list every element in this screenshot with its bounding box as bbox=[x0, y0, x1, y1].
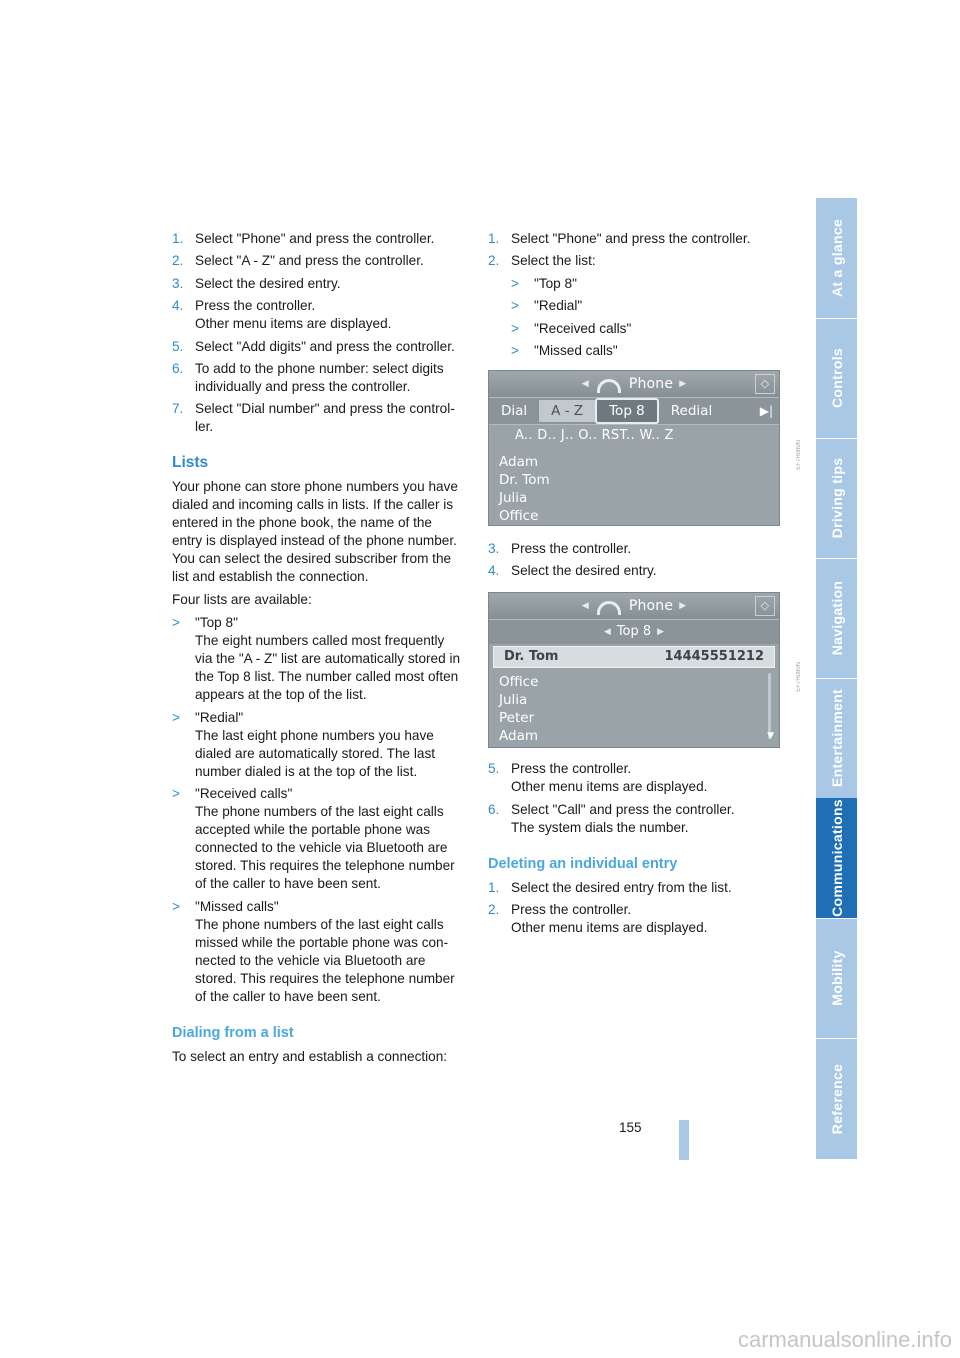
step-2: 2. Select the list: bbox=[488, 253, 596, 269]
list-item[interactable]: Peter bbox=[499, 710, 535, 727]
step-3: 3. Press the controller. bbox=[488, 540, 632, 556]
list-item[interactable]: Julia bbox=[499, 692, 528, 709]
right-arrow-icon[interactable]: ▶ bbox=[679, 378, 687, 389]
sidebar-item-driving-tips[interactable]: Driving tips bbox=[816, 438, 857, 559]
list-option: > "Redial" bbox=[511, 298, 583, 314]
list-item[interactable]: Office bbox=[499, 507, 539, 524]
page-marker bbox=[679, 1120, 689, 1160]
list-item: > "Top 8" The eight numbers called most frequently via the "A - Z" list are automatically stored in the Top 8 list. The number called most often appears at the top of the list. bbox=[172, 615, 461, 703]
tab-redial[interactable]: Redial bbox=[670, 402, 713, 419]
list-selector[interactable] bbox=[489, 619, 779, 644]
phone-handset-icon bbox=[595, 601, 623, 611]
left-column bbox=[172, 230, 464, 1071]
step-7: 7. Select "Dial number" and press the control-ler. bbox=[172, 401, 455, 435]
step-1: 1. Select the desired entry from the list. bbox=[488, 879, 732, 895]
chapter-sidebar bbox=[816, 198, 857, 1159]
phone-handset-icon bbox=[595, 379, 623, 389]
screen-titlebar bbox=[489, 371, 779, 397]
left-arrow-icon[interactable]: ◀ bbox=[603, 627, 611, 638]
step-1: 1. Select "Phone" and press the controller. bbox=[172, 231, 435, 246]
tab-more-arrow-icon[interactable]: ▶| bbox=[759, 403, 773, 418]
step-4: 4. Select the desired entry. bbox=[488, 563, 657, 579]
delete-heading: Deleting an individual entry bbox=[488, 855, 678, 872]
list-item: > "Redial" The last eight phone numbers you have dialed are automatically stored. The last number dialed is at the top of the list. bbox=[172, 709, 436, 779]
figure-code: EF7H080N bbox=[796, 439, 802, 470]
page-number: 155 bbox=[619, 1120, 642, 1135]
tab-a-z[interactable]: A - Z bbox=[539, 400, 595, 422]
sidebar-item-communications[interactable]: Communications bbox=[816, 798, 857, 919]
entry-number: 14445551212 bbox=[664, 649, 764, 665]
list-types bbox=[172, 614, 464, 1005]
tab-dial[interactable]: Dial bbox=[501, 402, 528, 419]
menu-corner-icon[interactable]: ◇ bbox=[755, 596, 775, 616]
list-option: > "Top 8" bbox=[511, 275, 577, 291]
screen-tabbar bbox=[489, 397, 779, 424]
list-item[interactable]: Adam bbox=[499, 453, 538, 470]
entry-name: Dr. Tom bbox=[504, 649, 559, 665]
highlighted-entry[interactable] bbox=[493, 646, 775, 668]
screen-title: Phone bbox=[628, 375, 674, 392]
figure-phone-lists bbox=[488, 370, 802, 526]
step-5: 5. Press the controller. Other menu items are displayed. bbox=[488, 761, 708, 795]
idrive-screen-top8 bbox=[488, 592, 780, 748]
lists-heading: Lists bbox=[172, 454, 209, 472]
scroll-down-icon[interactable]: ▼ bbox=[767, 731, 774, 742]
entry-list bbox=[489, 670, 779, 748]
sidebar-item-mobility[interactable]: Mobility bbox=[816, 918, 857, 1039]
right-column bbox=[488, 230, 802, 942]
left-arrow-icon[interactable]: ◀ bbox=[581, 378, 589, 389]
tab-top-8[interactable]: Top 8 bbox=[595, 398, 659, 424]
left-arrow-icon[interactable]: ◀ bbox=[581, 601, 589, 612]
step-1: 1. Select "Phone" and press the controller. bbox=[488, 231, 751, 246]
watermark: carmanualsonline.info bbox=[737, 1327, 952, 1352]
step-6: 6. Select "Call" and press the controller. The system dials the number. bbox=[488, 801, 735, 835]
figure-code: EF7H080N bbox=[796, 662, 802, 693]
list-options bbox=[488, 275, 778, 360]
menu-corner-icon[interactable]: ◇ bbox=[755, 374, 775, 394]
sidebar-item-controls[interactable]: Controls bbox=[816, 318, 857, 439]
list-item: > "Missed calls" The phone numbers of the last eight calls missed while the portable phone was con-nected to the vehicle via Bluetooth are stored. This requires the telephone number of the caller to have been sent. bbox=[172, 898, 455, 1004]
list-item: > "Received calls" The phone numbers of the last eight calls accepted while the portable phone was connected to the vehicle via Bluetooth are stored. This requires the telephone number of the caller to have been sent. bbox=[172, 786, 455, 892]
step-4: 4. Press the controller. Other menu items are displayed. bbox=[172, 298, 392, 332]
four-lists-text: Four lists are available: bbox=[172, 592, 312, 608]
dialing-intro: To select an entry and establish a connection: bbox=[172, 1048, 448, 1064]
figure-top8-list bbox=[488, 592, 802, 748]
list-item[interactable]: Adam bbox=[499, 728, 538, 745]
right-arrow-icon[interactable]: ▶ bbox=[657, 627, 665, 638]
right-arrow-icon[interactable]: ▶ bbox=[679, 601, 687, 612]
step-6: 6. To add to the phone number: select digits individually and press the controller. bbox=[172, 360, 444, 394]
screen-title: Phone bbox=[628, 598, 674, 615]
dialing-heading: Dialing from a list bbox=[172, 1024, 294, 1041]
step-2: 2. Press the controller. Other menu items are displayed. bbox=[488, 902, 708, 936]
lists-intro: Your phone can store phone numbers you have dialed and incoming calls in lists. If the caller is entered in the phone book, the name of the entry is displayed instead of the phone number. You can select the desired subscriber from the list and establish the connection. bbox=[172, 479, 458, 585]
list-item[interactable]: Dr. Tom bbox=[499, 471, 550, 488]
list-item[interactable]: Julia bbox=[499, 489, 528, 506]
list-name: Top 8 bbox=[616, 624, 652, 640]
list-option: > "Received calls" bbox=[511, 320, 632, 336]
screen-titlebar bbox=[489, 593, 779, 619]
step-2: 2. Select "A - Z" and press the controller. bbox=[172, 253, 424, 269]
step-5: 5. Select "Add digits" and press the controller. bbox=[172, 338, 455, 354]
entry-list bbox=[489, 447, 779, 526]
list-item[interactable]: Office bbox=[499, 674, 539, 691]
sidebar-item-navigation[interactable]: Navigation bbox=[816, 558, 857, 679]
list-option: > "Missed calls" bbox=[511, 342, 618, 358]
sidebar-item-reference[interactable]: Reference bbox=[828, 1063, 845, 1134]
steps-add-digits bbox=[172, 230, 464, 436]
idrive-screen-lists bbox=[488, 370, 780, 526]
step-3: 3. Select the desired entry. bbox=[172, 275, 341, 291]
sidebar-item-entertainment[interactable]: Entertainment bbox=[816, 678, 857, 799]
alphabet-index[interactable]: A.. D.. J.. O.. RST.. W.. Z bbox=[489, 424, 779, 447]
sidebar-item-at-a-glance[interactable]: At a glance bbox=[816, 198, 857, 319]
